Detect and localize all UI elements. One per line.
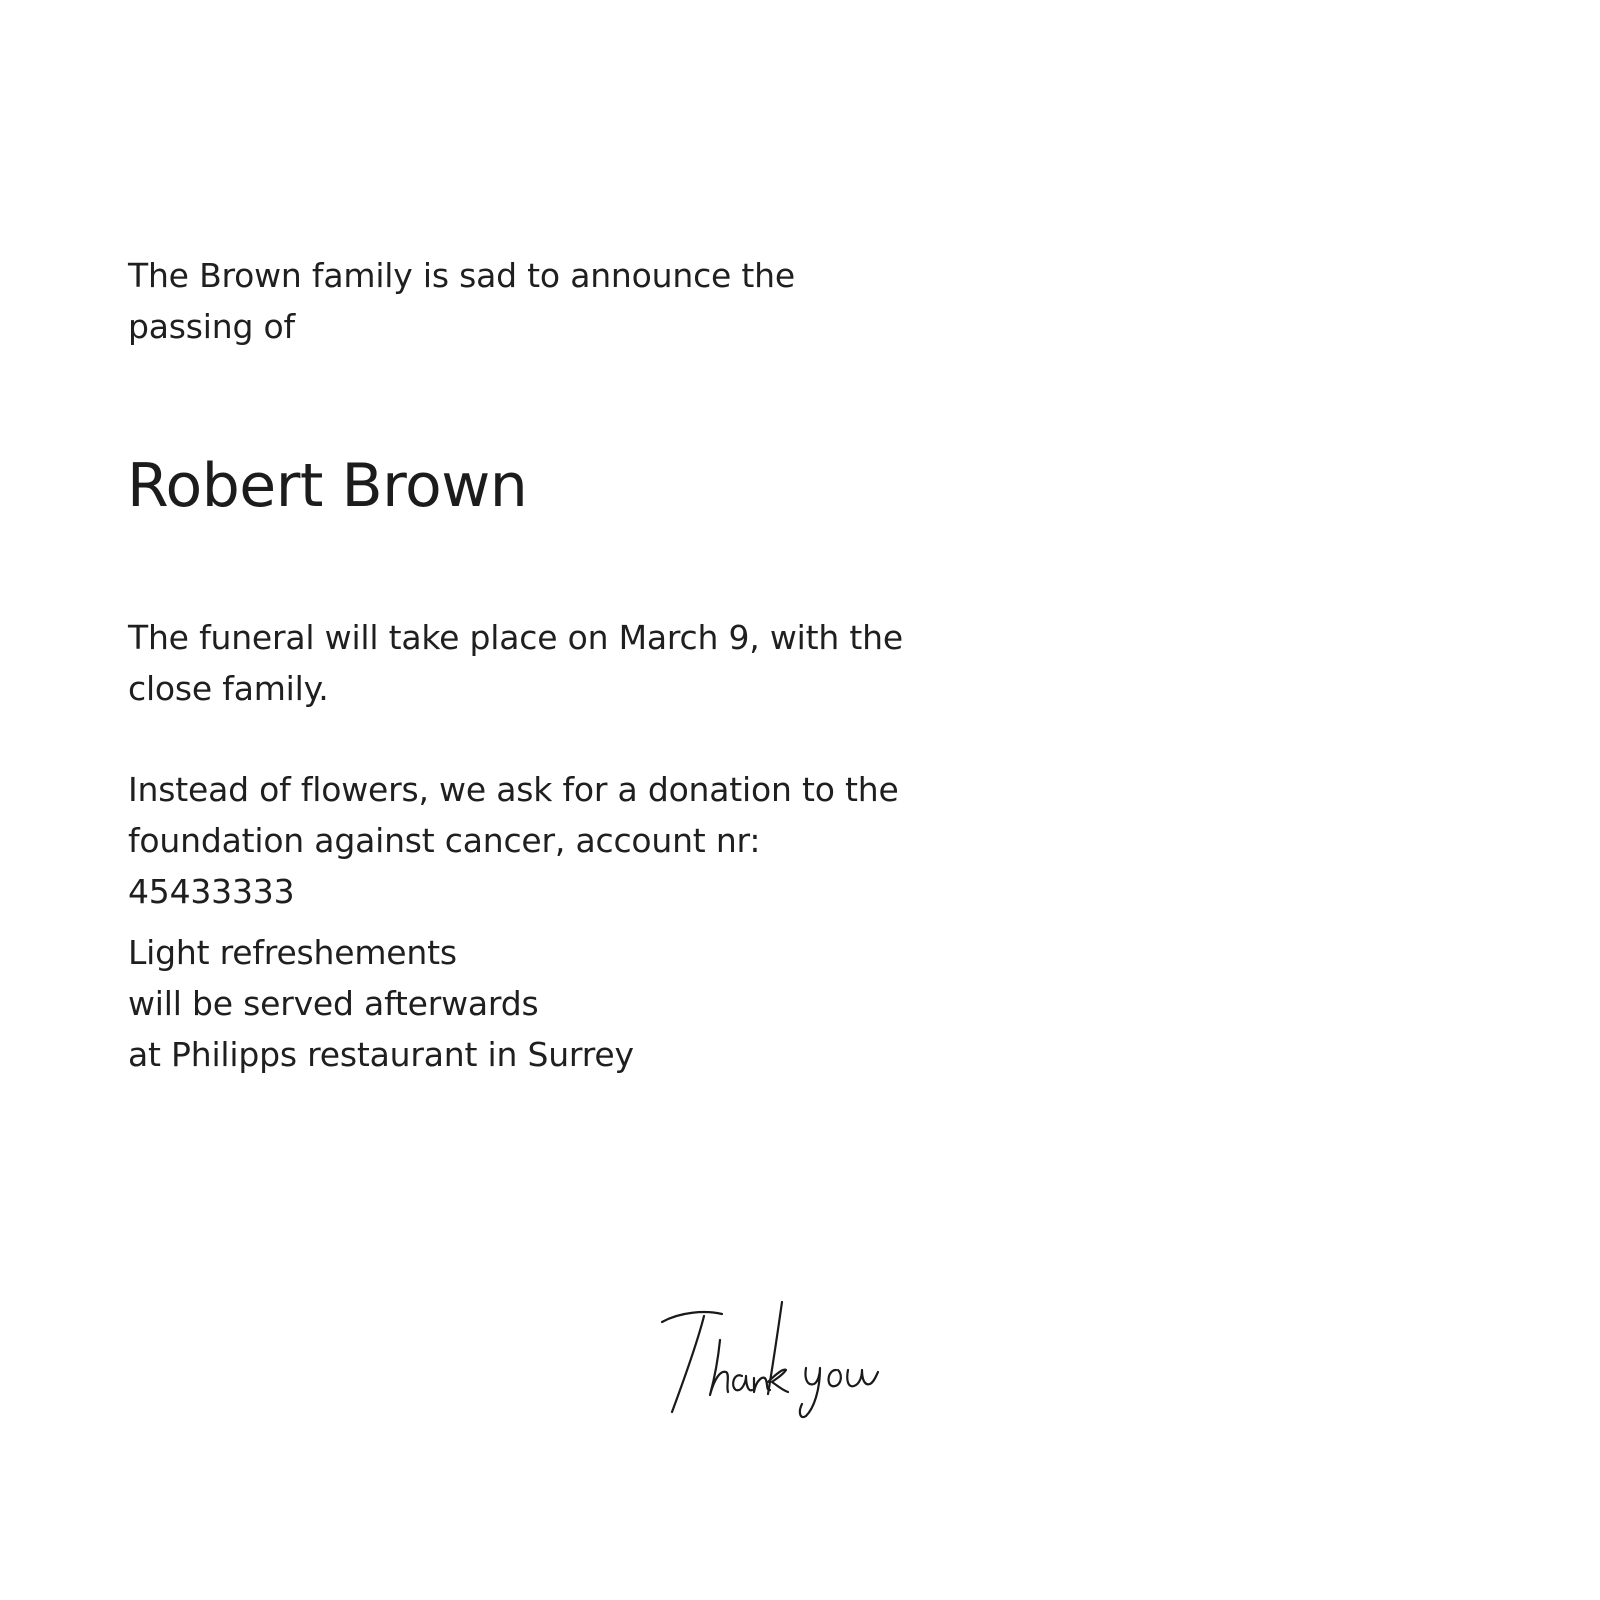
- funeral-details: The funeral will take place on March 9, with the close family.: [128, 618, 903, 708]
- intro-text: The Brown family is sad to announce the passing of: [128, 256, 795, 346]
- donation-request: Instead of flowers, we ask for a donation to the foundation against cancer, account nr: 45433333: [128, 770, 899, 911]
- refreshments-note: Light refreshements will be served afterwards at Philipps restaurant in Surrey: [128, 933, 634, 1074]
- thank-you-signature: [660, 1300, 900, 1440]
- deceased-name: Robert Brown: [127, 451, 528, 521]
- signature-script-icon: [660, 1300, 900, 1440]
